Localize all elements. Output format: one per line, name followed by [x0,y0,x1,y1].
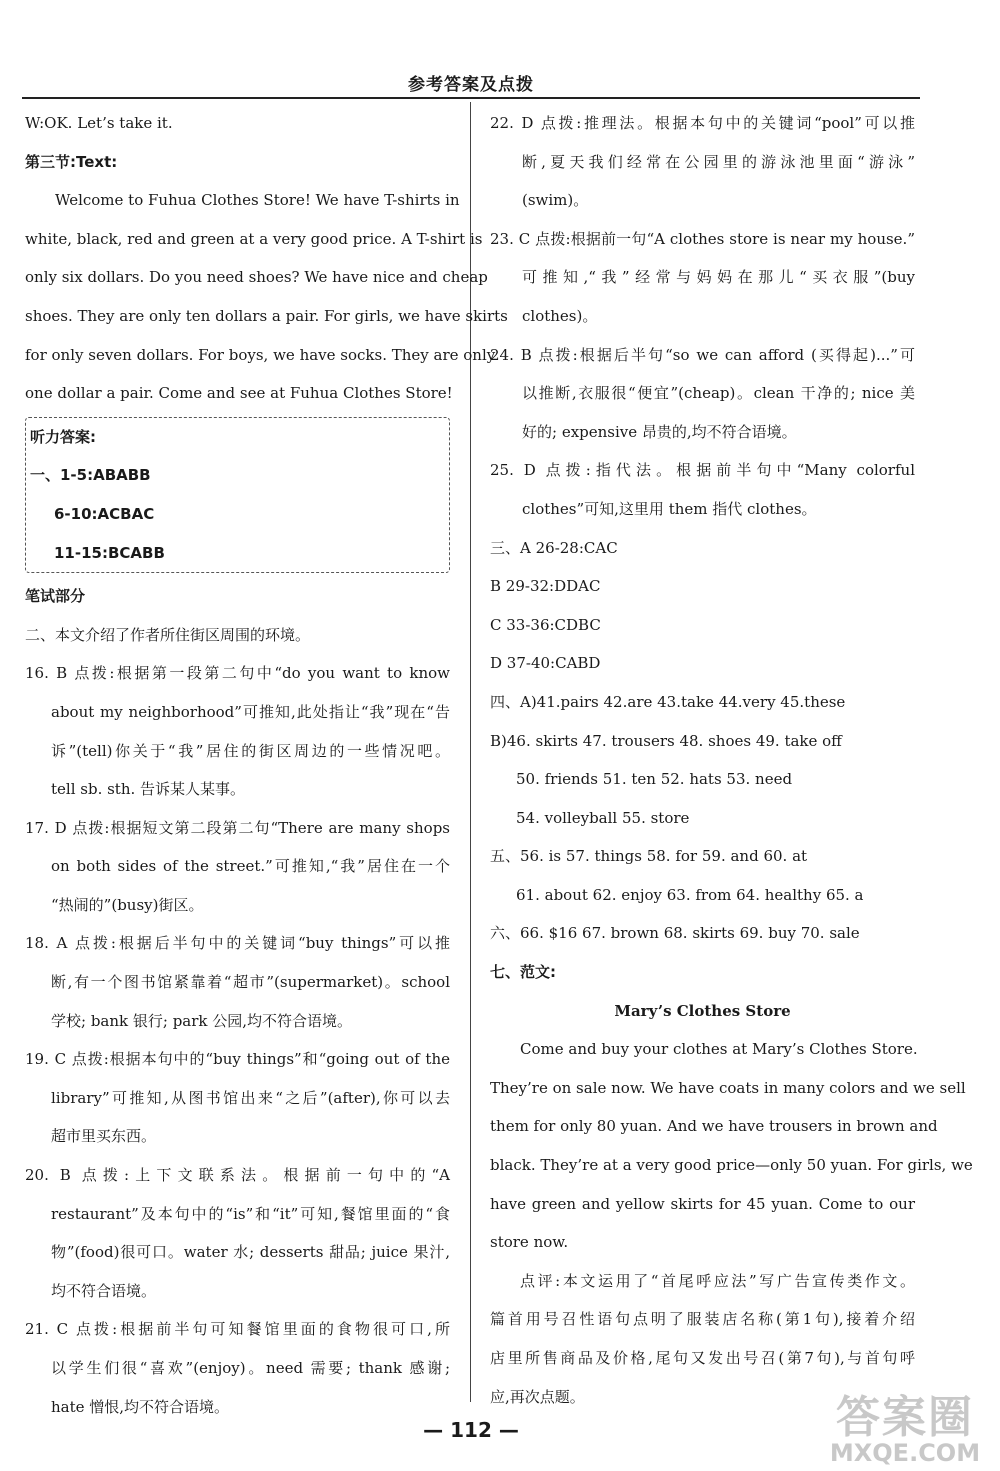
answer-line: 断,有一个图书馆紧靠着“超市”(supermarket)。school [51,973,450,992]
answer-line: B)46. skirts 47. trousers 48. shoes 49. take off [490,731,842,750]
answer-line: 20. B 点拨:上下文联系法。根据前一句中的“A [25,1166,450,1185]
answer-line: clothes”可知,这里用 them 指代 clothes。 [522,499,817,518]
answer-line: restaurant”及本句中的“is”和“it”可知,餐馆里面的“食 [51,1204,450,1223]
page-header-title: 参考答案及点拨 [408,75,534,95]
watermark-url: MXQE.COM [829,1439,981,1467]
text-line: white, black, red and green at a very good price. A T-shirt is [25,229,483,248]
answer-line: (swim)。 [522,191,589,210]
comment-line: 点评:本文运用了“首尾呼应法”写广告宣传类作文。 [520,1271,915,1290]
answer-line: 三、A 26-28:CAC [490,538,618,557]
answer-line: hate 憎恨,均不符合语境。 [51,1397,230,1416]
answer-line: 均不符合语境。 [51,1281,157,1300]
answer-line: D 37-40:CABD [490,654,601,673]
listening-answer-row: 11-15:BCABB [54,543,165,562]
answer-line: C 33-36:CDBC [490,615,601,634]
answer-line: 好的; expensive 昂贵的,均不符合语境。 [522,422,797,441]
section3-title: 第三节:Text: [25,152,118,171]
comment-line: 店里所售商品及价格,尾句又发出号召(第7句),与首句呼 [490,1349,915,1367]
text-line: Welcome to Fuhua Clothes Store! We have T-shirts in [55,191,460,210]
comment-line: 篇首用号召性语句点明了服装店名称(第1句),接着介绍 [490,1310,915,1329]
answer-line: 可推知,“我”经常与妈妈在那儿“买衣服”(buy [522,268,915,287]
answer-line: 16. B 点拨:根据第一段第二句中“do you want to know [25,664,450,683]
listening-answers-title: 听力答案: [30,427,96,446]
answer-line: about my neighborhood”可推知,此处指让“我”现在“告 [51,702,450,721]
answer-line: 五、56. is 57. things 58. for 59. and 60. at [490,847,808,866]
answer-line: 23. C 点拨:根据前一句“A clothes store is near my house.” [490,229,915,248]
essay-heading: 七、范文: [490,963,556,982]
answer-line: 物”(food)很可口。water 水; desserts 甜品; juice 果汁, [51,1243,450,1262]
watermark [815,1392,995,1467]
written-section-title: 笔试部分 [25,587,86,606]
answer-line: 断,夏天我们经常在公园里的游泳池里面“游泳” [522,152,915,171]
essay-line: store now. [490,1233,569,1252]
left-column [25,104,508,1426]
answer-line: 21. C 点拨:根据前半句可知餐馆里面的食物很可口,所 [25,1320,450,1339]
watermark-logo: 答案圈 [836,1392,974,1443]
essay-line: have green and yellow skirts for 45 yuan. Come to our [490,1194,915,1213]
answer-line: “热闹的”(busy)街区。 [51,895,204,914]
listening-answer-row: 6-10:ACBAC [54,504,155,523]
page-number: — 112 — [423,1418,519,1442]
answer-line: 学校; bank 银行; park 公园,均不符合语境。 [51,1011,353,1030]
answer-line: 四、A)41.pairs 42.are 43.take 44.very 45.these [490,692,846,711]
essay-title: Mary’s Clothes Store [614,1001,791,1020]
answer-line: 六、66. $16 67. brown 68. skirts 69. buy 70. sale [490,924,860,943]
answer-line: 17. D 点拨:根据短文第二段第二句“There are many shops [25,818,450,837]
answer-line: 24. B 点拨:根据后半句“so we can afford (买得起)...”可 [490,345,915,364]
text-line: only six dollars. Do you need shoes? We have nice and cheap [25,268,488,287]
answer-line: 19. C 点拨:根据本句中的“buy things”和“going out of the [25,1050,450,1069]
answer-line: 25. D 点拨:指代法。根据前半句中“Many colorful [490,461,915,480]
essay-line: black. They’re at a very good price—only 50 yuan. For girls, we [490,1156,973,1175]
answer-line: 61. about 62. enjoy 63. from 64. healthy 65. a [516,885,864,904]
answer-line: 以推断,衣服很“便宜”(cheap)。clean 干净的; nice 美 [522,384,915,403]
answer-line: 18. A 点拨:根据后半句中的关键词“buy things”可以推 [25,934,450,953]
header-rule [22,97,920,99]
answer-line: B 29-32:DDAC [490,577,601,596]
dialog-line: W:OK. Let’s take it. [25,114,173,132]
listening-answers-box [25,417,450,573]
column-divider [470,102,471,1402]
answer-line: clothes)。 [522,306,598,325]
answer-line: on both sides of the street.”可推知,“我”居住在一个 [51,857,450,876]
answer-line: 54. volleyball 55. store [516,808,690,827]
answer-line: 50. friends 51. ten 52. hats 53. need [516,770,793,789]
answer-line: library”可推知,从图书馆出来“之后”(after),你可以去 [51,1088,450,1107]
comment-line: 应,再次点题。 [490,1387,585,1406]
answer-line: 22. D 点拨:推理法。根据本句中的关键词“pool”可以推 [490,114,915,132]
essay-line: They’re on sale now. We have coats in many colors and we sell [490,1078,966,1097]
answer-line: 二、本文介绍了作者所住街区周围的环境。 [25,625,311,644]
text-line: one dollar a pair. Come and see at Fuhua Clothes Store! [25,384,453,403]
right-column [490,104,973,1416]
answer-line: 超市里买东西。 [51,1127,157,1146]
listening-answer-row: 一、1-5:ABABB [30,466,151,485]
answer-line: tell sb. sth. 告诉某人某事。 [51,780,246,799]
text-line: for only seven dollars. For boys, we have socks. They are only [25,345,496,364]
essay-line: Come and buy your clothes at Mary’s Clothes Store. [520,1040,918,1059]
answer-line: 以学生们很“喜欢”(enjoy)。need 需要; thank 感谢; [51,1359,450,1377]
essay-line: them for only 80 yuan. And we have trousers in brown and [490,1117,938,1136]
text-line: shoes. They are only ten dollars a pair. For girls, we have skirts [25,306,508,325]
answer-line: 诉”(tell)你关于“我”居住的街区周边的一些情况吧。 [51,741,450,760]
